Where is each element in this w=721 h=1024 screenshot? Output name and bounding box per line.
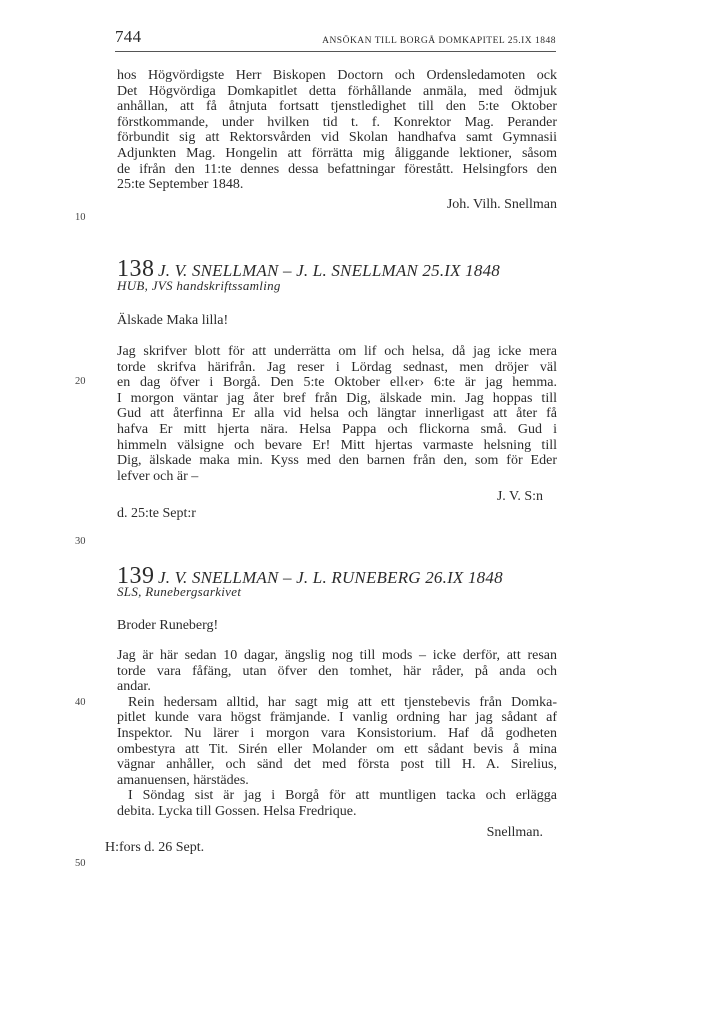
letter-line: Jag är här sedan 10 dagar, ängslig nog till mods – icke derför, att resan: [117, 648, 557, 663]
header-rule: [115, 51, 556, 52]
letter-number: 138: [117, 256, 155, 282]
letter-line: Adjunkten Mag. Hongelin att förrätta mig åliggande lektioner, såsom: [117, 145, 557, 161]
letter-line: himmeln välsigne och bevare Er! Mitt hjertas varmaste helsning till: [117, 437, 557, 453]
letter-137-body: [117, 68, 557, 193]
letter-139-salutation: Broder Runeberg!: [117, 618, 219, 633]
letter-line: amanuensen, härstädes.: [117, 772, 249, 788]
letter-line: I morgon väntar jag åter bref från Dig, älskade min. Jag hoppas till: [117, 390, 557, 406]
letter-line: andar.: [117, 679, 151, 695]
letter-line: ombestyra att Tit. Sirén eller Molander om ett sådant bevis å mina: [117, 741, 557, 757]
letter-line: debita. Lycka till Gossen. Helsa Fredrique.: [117, 803, 357, 819]
letter-line: hafva Er mitt hjerta nära. Helsa Pappa och flickorna små. Gud i: [117, 421, 557, 437]
letter-line: Dig, älskade maka min. Kyss med den barnen från den, som för Eder: [117, 453, 557, 469]
letter-line: vägnar anhåller, och sänd det med första post till H. A. Sirelius,: [117, 757, 557, 773]
letter-line: de ifrån den 11:te dennes dessa befattningar förestått. Helsingfors den: [117, 161, 557, 177]
letter-line: pitlet kunde vara högst främjande. I vanlig ordning har jag sådant af: [117, 710, 557, 726]
letter-line: I Söndag sist är jag i Borgå för att muntligen tacka och erlägga: [128, 788, 557, 804]
letter-139-body: [117, 648, 557, 820]
letter-138-source: HUB, JVS handskriftssamling: [117, 278, 281, 293]
line-number-20: 20: [75, 376, 86, 387]
letter-line: Det Högvördiga Domkapitlet detta förhållande anmäla, med ödmjuk: [117, 83, 557, 99]
running-head: ANSÖKAN TILL BORGÅ DOMKAPITEL 25.IX 1848: [322, 36, 556, 46]
page-number: 744: [115, 27, 142, 46]
letter-137-signature: Joh. Vilh. Snellman: [446, 197, 557, 212]
letter-138-signature: J. V. S:n: [496, 489, 543, 504]
letter-title: J. V. SNELLMAN – J. L. RUNEBERG 26.IX 1848: [158, 568, 503, 587]
letter-line: 25:te September 1848.: [117, 177, 244, 193]
letter-138-body: [117, 344, 557, 484]
letter-138-salutation: Älskade Maka lilla!: [117, 313, 229, 328]
letter-139-signature: Snellman.: [486, 825, 543, 840]
letter-line: Rein hedersam alltid, har sagt mig att ett tjenstebevis från Domka-: [128, 694, 557, 710]
letter-line: förbundit sig att Rektorsvården vid Skolan handhafva samt Gymnasii: [117, 130, 557, 146]
line-number-10: 10: [75, 212, 86, 223]
line-number-50: 50: [75, 858, 86, 869]
letter-139-dateline: H:fors d. 26 Sept.: [105, 840, 205, 855]
letter-line: Jag skrifver blott för att underrätta om lif och helsa, då jag icke mera: [117, 344, 557, 359]
line-number-30: 30: [75, 536, 86, 547]
letter-138-dateline: d. 25:te Sept:r: [117, 506, 196, 521]
letter-line: förstkommande, under hvilken tid t. f. Konrektor Mag. Perander: [117, 114, 557, 130]
letter-line: en dag öfver i Borgå. Den 5:te Oktober ell‹er› 6:te är jag hemma.: [117, 375, 557, 391]
line-number-40: 40: [75, 697, 86, 708]
letter-number: 139: [117, 563, 155, 589]
letter-139-source: SLS, Runebergsarkivet: [117, 584, 242, 599]
letter-line: anhållan, att få åtnjuta fortsatt tjenstledighet till den 5:te Oktober: [117, 99, 557, 115]
letter-line: Inspektor. Nu lärer i morgon vara Konsistorium. Haf då godheten: [117, 725, 557, 741]
letter-line: lefver och är –: [117, 468, 199, 484]
letter-line: torde vara fåfäng, utan öfver den tomhet, här råder, på anda och: [117, 663, 557, 679]
letter-line: torde skrifva härifrån. Jag reser i Lördag sednast, men dröjer väl: [117, 359, 557, 375]
letter-line: hos Högvördigste Herr Biskopen Doctorn och Ordensledamoten ock: [117, 68, 557, 83]
letter-title: J. V. SNELLMAN – J. L. SNELLMAN 25.IX 1848: [158, 261, 500, 280]
letter-line: Gud att återfinna Er alla vid helsa och längtar innerligast att åter få: [117, 406, 557, 422]
